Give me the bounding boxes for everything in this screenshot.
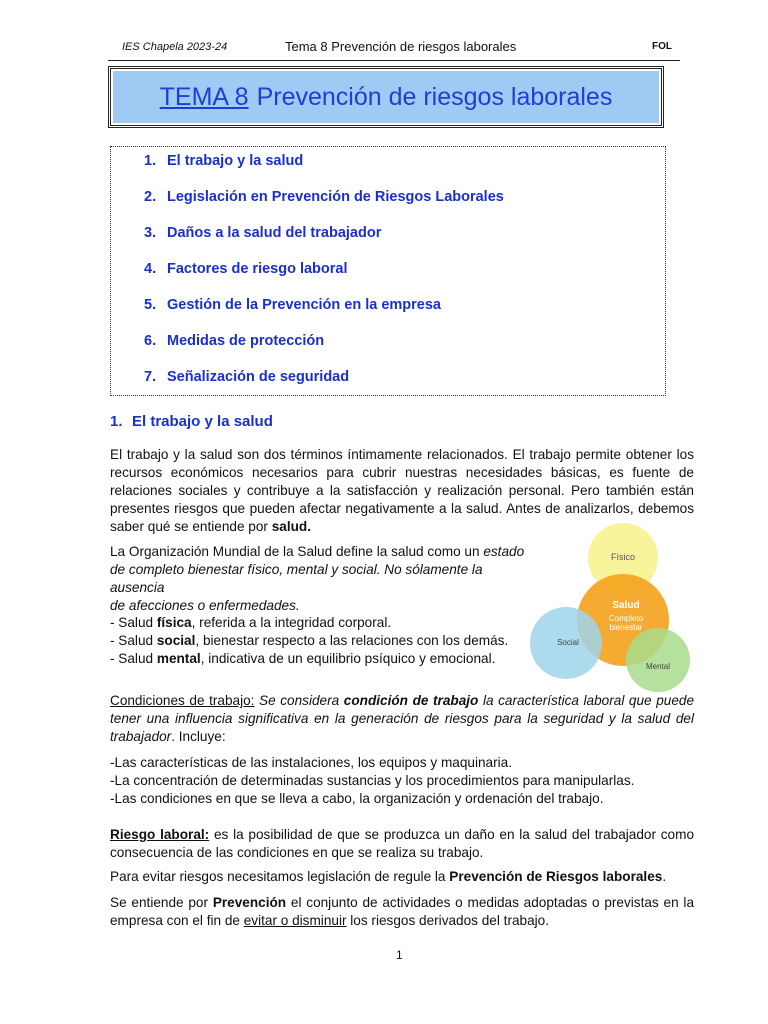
prevention-definition: Se entiende por Prevención el conjunto de actividades o medidas adoptadas o previstas en la empresa con el fin de evitar o disminuir los riesgos derivados del trabajo. [110, 895, 694, 928]
toc-item[interactable]: 2. Legislación en Prevención de Riesgos Laborales [144, 189, 504, 205]
section-heading: 1. El trabajo y la salud [110, 413, 273, 430]
working-conditions-paragraph: Condiciones de trabajo: Se considera condición de trabajo la característica laboral que puede tener una influencia significativa en la generación de riesgos para la seguridad y la salud del trabajador. Incluye: [110, 693, 695, 744]
who-definition: La Organización Mundial de la Salud define la salud como un estado de completo bienestar físico, mental y social. No sólamente la ausencia de afecciones o enfermedades. [110, 544, 525, 613]
header-topic: Tema 8 Prevención de riesgos laborales [285, 39, 517, 54]
mental-circle [626, 628, 690, 692]
title-banner [113, 71, 659, 123]
table-of-contents [110, 146, 666, 396]
toc-item[interactable]: 1. El trabajo y la salud [144, 153, 304, 169]
list-item: - Salud mental, indicativa de un equilibrio psíquico y emocional. [110, 651, 496, 666]
health-types-list [110, 614, 530, 668]
label-salud: Salud [612, 600, 640, 611]
header-subject: FOL [652, 41, 672, 52]
avoid-risks-paragraph: Para evitar riesgos necesitamos legislación de regule la Prevención de Riesgos laborales. [110, 869, 667, 884]
list-item: -Las características de las instalaciones, los equipos y maquinaria. [110, 755, 512, 770]
toc-item[interactable]: 4. Factores de riesgo laboral [144, 261, 348, 277]
list-item: -Las condiciones en que se lleva a cabo, la organización y ordenación del trabajo. [110, 791, 604, 806]
title-text: Prevención de riesgos laborales [256, 82, 613, 111]
health-venn-diagram [528, 520, 690, 700]
intro-paragraph: El trabajo y la salud son dos términos íntimamente relacionados. El trabajo permite obtener los recursos económicos necesarios para cubrir nuestras necesidades básicas, es fuente de relaciones sociales y contribuye a la satisfacción y realización personal. Pero también están presentes riesgos que pueden afectar negativamente a la salud. Antes de analizarlos, debemos saber qué se entiende por salud. [110, 447, 694, 534]
list-item: - Salud social, bienestar respecto a las relaciones con los demás. [110, 633, 509, 648]
toc-item[interactable]: 3. Daños a la salud del trabajador [144, 225, 382, 241]
conditions-list [110, 754, 694, 808]
label-completo: Completo [608, 614, 644, 623]
label-fisico: Físico [610, 552, 636, 562]
title-box [108, 66, 664, 128]
toc-item[interactable]: 6. Medidas de protección [144, 333, 325, 349]
list-item: -La concentración de determinadas sustancias y los procedimientos para manipularlas. [110, 773, 635, 788]
page-header [108, 38, 680, 61]
label-social: Social [557, 638, 579, 647]
list-item: - Salud física, referida a la integridad corporal. [110, 615, 392, 630]
label-bienestar: bienestar [609, 623, 643, 632]
toc-item[interactable]: 5. Gestión de la Prevención en la empresa [144, 297, 441, 313]
title-tema: TEMA 8 [159, 82, 249, 111]
toc-item[interactable]: 7. Señalización de seguridad [144, 369, 350, 385]
header-school: IES Chapela 2023-24 [122, 41, 228, 53]
label-mental: Mental [645, 662, 671, 671]
page-number: 1 [396, 948, 403, 962]
risk-paragraph: Riesgo laboral: es la posibilidad de que se produzca un daño en la salud del trabajador como consecuencia de las condiciones en que se realiza su trabajo. [110, 827, 694, 860]
